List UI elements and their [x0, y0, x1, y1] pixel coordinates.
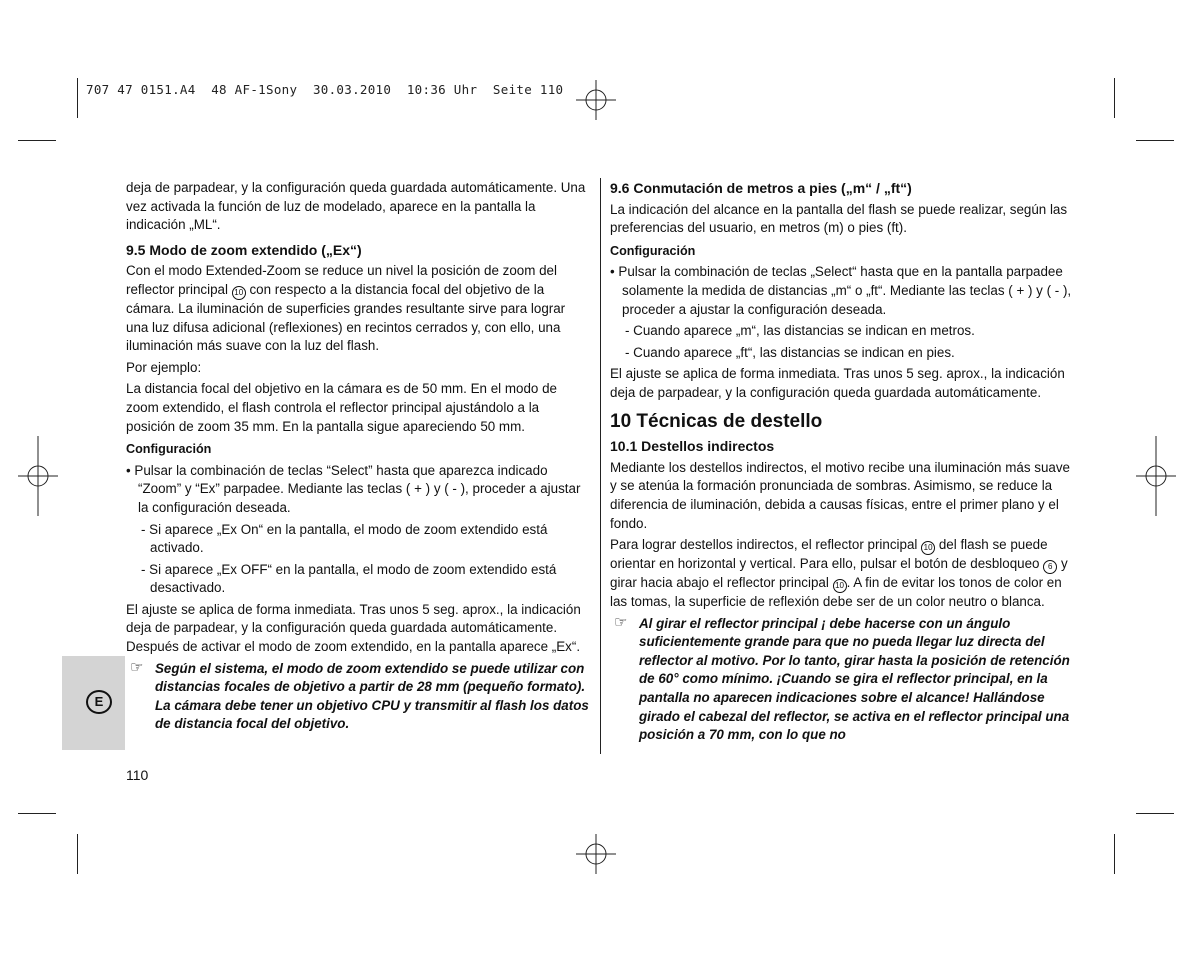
registration-mark-top	[576, 80, 616, 120]
intro-paragraph: deja de parpadear, y la configuración queda guardada automáticamente. Una vez activada la función de luz de modelado, aparece en la pantalla la indicación „ML“.	[126, 180, 586, 233]
section-heading-9-5: 9.5 Modo de zoom extendido („Ex“)	[126, 241, 362, 258]
paragraph-ex: Después de activar el modo de zoom extendido, en la pantalla aparece „Ex“.	[126, 639, 581, 655]
pointing-hand-icon: ☞	[614, 613, 628, 631]
crop-mark	[1114, 834, 1115, 874]
crop-mark	[77, 78, 78, 118]
crop-mark	[1114, 78, 1115, 118]
paragraph-reflector: Para lograr destellos indirectos, el reflector principal 10 del flash se puede orientar en horizontal y vertical. Para ello, pulsar el botón de desbloqueo 6 y girar hacia abajo el reflector principal 10 . A fin de evitar los tonos de color en las tomas, la superficie de reflexión debe ser de un color neutro o blanca.	[610, 537, 1068, 610]
crop-mark	[1136, 140, 1174, 141]
crop-mark	[18, 813, 56, 814]
note-text: Según el sistema, el modo de zoom extendido se puede utilizar con distancias focales de objetivo a partir de 28 mm (pequeño formato). La cámara debe tener un objetivo CPU y transmitir al flash los datos de distancia focal del objetivo.	[155, 660, 589, 732]
language-tab	[62, 656, 125, 750]
crop-mark	[18, 140, 56, 141]
config-heading: Configuración	[126, 442, 212, 457]
ref-10-icon: 10	[232, 286, 246, 300]
list-item: - Si aparece „Ex On“ en la pantalla, el modo de zoom extendido está activado.	[141, 521, 548, 556]
ref-10-icon: 10	[833, 579, 847, 593]
paragraph-apply: El ajuste se aplica de forma inmediata. Tras unos 5 seg. aprox., la indicación deja de parpadear, y la configuración queda guardada automáticamente.	[610, 366, 1065, 400]
paragraph-apply: El ajuste se aplica de forma inmediata. Tras unos 5 seg. aprox., la indicación deja de parpadear, y la configuración queda guardada automáticamente.	[126, 601, 581, 636]
list-item: - Si aparece „Ex OFF“ en la pantalla, el modo de zoom extendido está desactivado.	[141, 561, 557, 596]
registration-mark-right	[1136, 436, 1176, 516]
paragraph-units: La indicación del alcance en la pantalla del flash se puede realizar, según las preferencias del usuario, en metros (m) o pies (ft).	[610, 201, 1068, 236]
paragraph-extended-zoom: Con el modo Extended-Zoom se reduce un nivel la posición de zoom del reflector principal 10 con respecto a la distancia focal del objetivo de la cámara. La iluminación de superficies grandes resultante sirve para lograr una luz difusa adicional (reflexiones) en recintos cerrados y, con ello, una iluminación más suave con la luz del flash.	[126, 263, 566, 354]
language-letter: E	[86, 690, 112, 714]
page-number: 110	[126, 767, 149, 783]
paragraph-indirect: Mediante los destellos indirectos, el motivo recibe una iluminación más suave y se atenúa la formación pronunciada de sombras. Asimismo, se reduce la diferencia de iluminación, debida a causas físicas, entre el primer plano y el fondo.	[610, 459, 1070, 531]
ref-10-icon: 10	[921, 541, 935, 555]
config-heading: Configuración	[610, 243, 696, 258]
pointing-hand-icon: ☞	[130, 658, 144, 676]
note-text: Al girar el reflector principal ¡ debe hacerse con un ángulo suficientemente grande para que no pueda llegar luz directa del reflector al motivo. Por lo tanto, girar hasta la posición de retención de 60° como mínimo. ¡Cuando se gira el reflector principal, en la pantalla no aparecen indicaciones sobre el alcance! Hallándose girado el cabezal del reflector, se activa en el reflector principal una posición a 70 mm, con lo que no	[639, 615, 1070, 743]
note-block	[610, 615, 1074, 745]
print-header: 707 47 0151.A4 48 AF-1Sony 30.03.2010 10:36 Uhr Seite 110	[86, 82, 564, 97]
section-heading-9-6: 9.6 Conmutación de metros a pies („m“ / „ft“)	[610, 180, 912, 196]
right-column	[610, 179, 1074, 745]
paragraph-example: La distancia focal del objetivo en la cámara es de 50 mm. En el modo de zoom extendido, el flash controla el reflector principal ajustándolo a la posición de zoom 35 mm. En la pantalla sigue apareciendo 50 mm.	[126, 381, 557, 434]
left-column	[126, 179, 590, 734]
note-block	[126, 660, 590, 734]
section-heading-10-1: 10.1 Destellos indirectos	[610, 438, 775, 455]
column-divider	[600, 178, 601, 754]
list-item: • Pulsar la combinación de teclas „Select“ hasta que en la pantalla parpadee solamente la medida de distancias „m“ o „ft“. Mediante las teclas ( + ) y ( - ), proceder a ajustar la configuración deseada.	[610, 264, 1072, 317]
list-item: • Pulsar la combinación de teclas “Select” hasta que aparezca indicado “Zoom” y “Ex” parpadee. Mediante las teclas ( + ) y ( - ), proceder a ajustar la configuración deseada.	[126, 462, 581, 515]
crop-mark	[1136, 813, 1174, 814]
crop-mark	[77, 834, 78, 874]
registration-mark-bottom	[576, 834, 616, 874]
chapter-heading-10: 10 Técnicas de destello	[610, 410, 823, 432]
paragraph-example-label: Por ejemplo:	[126, 359, 202, 375]
list-item: - Cuando aparece „ft“, las distancias se indican en pies.	[625, 344, 955, 360]
list-item: - Cuando aparece „m“, las distancias se indican en metros.	[625, 323, 975, 339]
ref-6-icon: 6	[1043, 560, 1057, 574]
registration-mark-left	[18, 436, 58, 516]
